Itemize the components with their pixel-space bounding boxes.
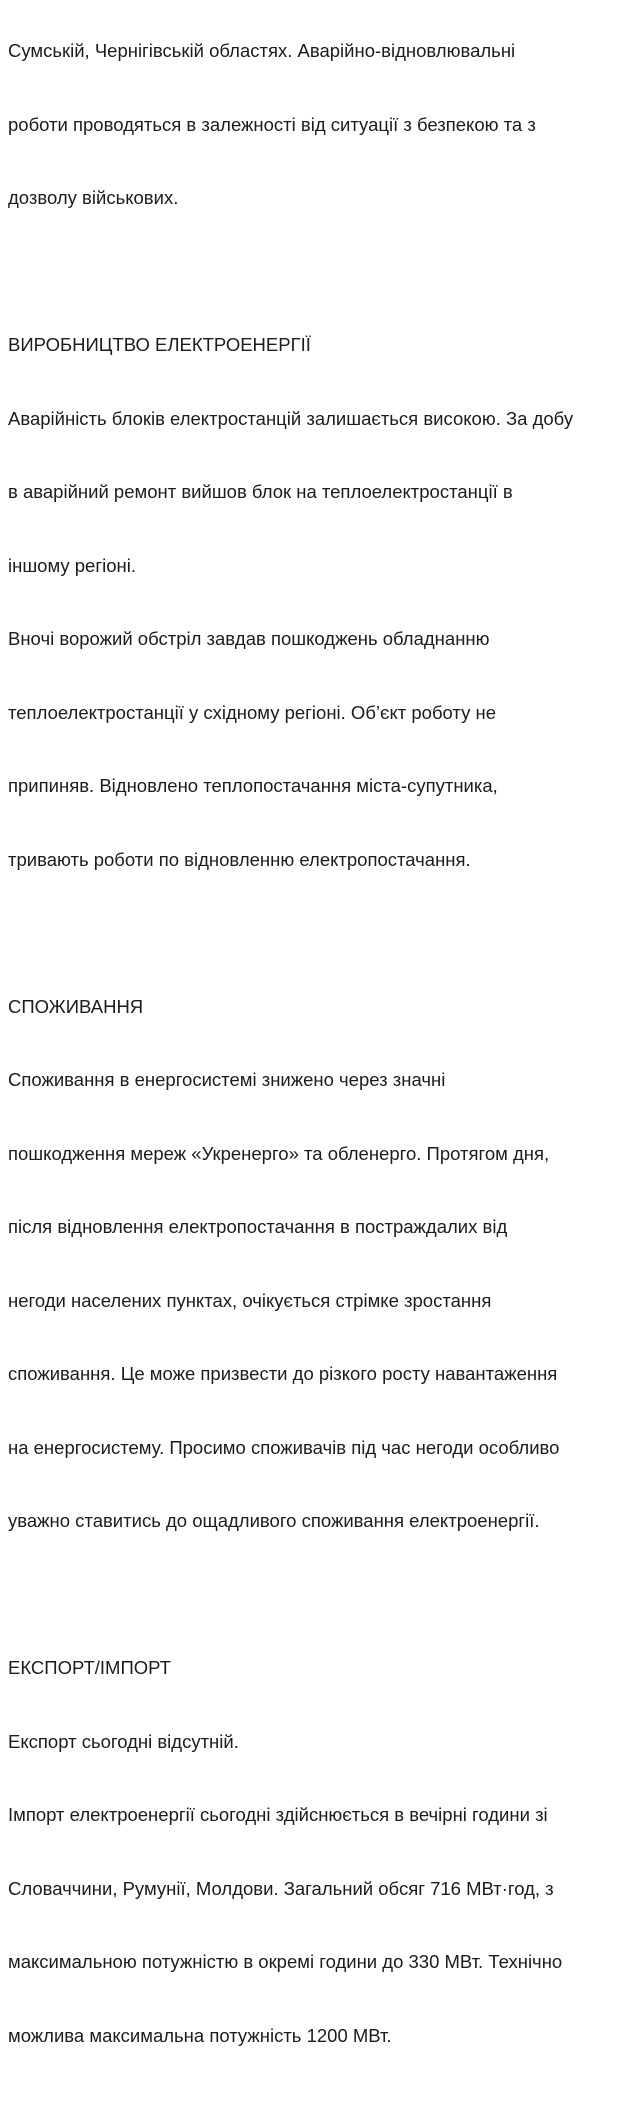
- text-line: після відновлення електропостачання в постраждалих від: [8, 1216, 508, 1237]
- export-import-section: [8, 1607, 627, 2097]
- text-line: в аварійний ремонт вийшов блок на теплоелектростанції в: [8, 481, 513, 502]
- text-line: Словаччини, Румунії, Молдови. Загальний обсяг 716 МВт·год, з: [8, 1877, 554, 1899]
- text-line: можлива максимальна потужність 1200 МВт.: [8, 2024, 392, 2046]
- text-line: іншому регіоні.: [8, 554, 136, 576]
- text-line: споживання. Це може призвести до різкого росту навантаження: [8, 1363, 558, 1384]
- text-line: максимальною потужністю в окремі години до 330 МВт. Технічно: [8, 1951, 563, 1972]
- text-line: Аварійність блоків електростанцій залишається високою. За добу: [8, 407, 574, 429]
- text-line: негоди населених пунктах, очікується стрімке зростання: [8, 1289, 492, 1311]
- text-line: Експорт сьогодні відсутній.: [8, 1730, 239, 1752]
- text-line: пошкодження мереж «Укренерго» та обленерго. Протягом дня,: [8, 1142, 550, 1164]
- text-line: роботи проводяться в залежності від ситуації з безпекою та з: [8, 113, 536, 135]
- paragraph-gap: [8, 1583, 627, 1608]
- text-line: припиняв. Відновлено теплопостачання міста-супутника,: [8, 775, 498, 796]
- text-line: уважно ставитись до ощадливого споживання електроенергії.: [8, 1510, 540, 1531]
- text-line: теплоелектростанції у східному регіоні. Об’єкт роботу не: [8, 701, 497, 723]
- text-line: на енергосистему. Просимо споживачів під час негоди особливо: [8, 1436, 560, 1458]
- text-line: Імпорт електроенергії сьогодні здійснюється в вечірні години зі: [8, 1804, 548, 1825]
- paragraph-gap: [8, 921, 627, 946]
- intro-paragraph: [8, 0, 627, 260]
- text-line: Сумській, Чернігівській областях. Аварійно-відновлювальні: [8, 40, 516, 61]
- text-line: тривають роботи по відновленню електропостачання.: [8, 848, 471, 870]
- section-heading: ЕКСПОРТ/ІМПОРТ: [8, 1657, 171, 1678]
- section-heading: ВИРОБНИЦТВО ЕЛЕКТРОЕНЕРГІЇ: [8, 334, 311, 355]
- paragraph-gap: [8, 260, 627, 285]
- section-heading: СПОЖИВАННЯ: [8, 995, 144, 1017]
- text-line: Споживання в енергосистемі знижено через значні: [8, 1069, 446, 1090]
- consumption-section: [8, 946, 627, 1583]
- production-section: [8, 284, 627, 921]
- text-line: дозволу військових.: [8, 187, 179, 208]
- text-line: Вночі ворожий обстріл завдав пошкоджень обладнанню: [8, 628, 490, 649]
